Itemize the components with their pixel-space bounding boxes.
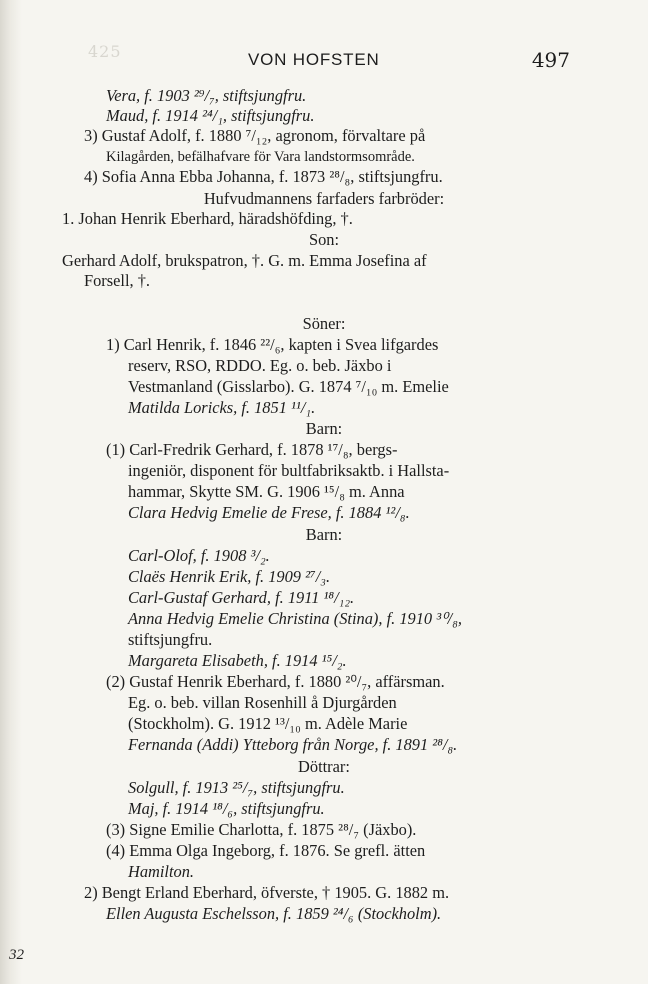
text-line: (2) Gustaf Henrik Eberhard, f. 1880 ²⁰/₇, affärsman.: [106, 672, 445, 691]
text-line: Hamilton.: [128, 862, 195, 881]
signature-mark: 32: [9, 947, 24, 963]
text-line: Fernanda (Addi) Ytteborg från Norge, f. 1891 ²⁸/₈.: [128, 735, 458, 754]
text-line: Maud, f. 1914 ²⁴/₁, stiftsjungfru.: [106, 106, 315, 125]
text-line: ingeniör, disponent för bultfabriksaktb. i Hallsta-: [128, 461, 450, 480]
page-edge-shadow: [0, 0, 22, 984]
text-line: Anna Hedvig Emelie Christina (Stina), f. 1910 ³⁰/₈,: [128, 609, 463, 628]
page-title: VON HOFSTEN: [248, 50, 380, 69]
text-line: Vestmanland (Gisslarbo). G. 1874 ⁷/₁₀ m. Emelie: [128, 377, 449, 396]
text-line: Vera, f. 1903 ²⁹/₇, stiftsjungfru.: [106, 86, 307, 105]
text-line: Ellen Augusta Eschelsson, f. 1859 ²⁴/₆ (Stockholm).: [106, 904, 442, 923]
text-line: Gerhard Adolf, brukspatron, †. G. m. Emma Josefina af: [62, 251, 427, 270]
text-line: 3) Gustaf Adolf, f. 1880 ⁷/₁₂, agronom, förvaltare på: [84, 126, 426, 145]
text-line: 1. Johan Henrik Eberhard, häradshöfding, †.: [62, 209, 353, 228]
text-line: Forsell, †.: [84, 271, 151, 290]
section-heading: Barn:: [305, 419, 343, 438]
running-header: [0, 48, 648, 78]
text-line: 4) Sofia Anna Ebba Johanna, f. 1873 ²⁸/₈, stiftsjungfru.: [84, 167, 443, 186]
text-line: reserv, RSO, RDDO. Eg. o. beb. Jäxbo i: [128, 356, 392, 375]
text-line: Carl-Olof, f. 1908 ³/₂.: [128, 546, 270, 565]
text-line: Claës Henrik Erik, f. 1909 ²⁷/₃.: [128, 567, 331, 586]
section-heading: Hufvudmannens farfaders farbröder:: [203, 189, 445, 208]
section-heading: Döttrar:: [298, 757, 350, 776]
text-line: stiftsjungfru.: [128, 630, 213, 649]
page-number: 497: [531, 48, 570, 72]
text-line: Maj, f. 1914 ¹⁸/₆, stiftsjungfru.: [128, 799, 325, 818]
faded-stamp: 425: [88, 42, 122, 61]
text-line: Margareta Elisabeth, f. 1914 ¹⁵/₂.: [128, 651, 347, 670]
text-line: 1) Carl Henrik, f. 1846 ²²/₆, kapten i Svea lifgardes: [106, 335, 439, 354]
section-heading: Barn:: [305, 525, 343, 544]
text-line: hammar, Skytte SM. G. 1906 ¹⁵/₈ m. Anna: [128, 482, 405, 501]
text-line: 2) Bengt Erland Eberhard, öfverste, † 1905. G. 1882 m.: [84, 883, 450, 902]
text-line: Matilda Loricks, f. 1851 ¹¹/₁.: [128, 398, 316, 417]
text-line: Kilagården, befälhafvare för Vara landstormsområde.: [106, 149, 415, 165]
text-line: (3) Signe Emilie Charlotta, f. 1875 ²⁸/₇ (Jäxbo).: [106, 820, 417, 839]
section-heading: Son:: [308, 230, 340, 249]
text-line: Carl-Gustaf Gerhard, f. 1911 ¹⁸/₁₂.: [128, 588, 355, 607]
text-line: (1) Carl-Fredrik Gerhard, f. 1878 ¹⁷/₈, bergs-: [106, 440, 398, 459]
text-line: Solgull, f. 1913 ²⁵/₇, stiftsjungfru.: [128, 778, 345, 797]
text-line: (4) Emma Olga Ingeborg, f. 1876. Se grefl. ätten: [106, 841, 426, 860]
text-line: Eg. o. beb. villan Rosenhill å Djurgården: [128, 693, 397, 712]
text-line: (Stockholm). G. 1912 ¹³/₁₀ m. Adèle Marie: [128, 714, 408, 733]
section-heading: Söner:: [302, 314, 346, 333]
text-line: Clara Hedvig Emelie de Frese, f. 1884 ¹²/₈.: [128, 503, 410, 522]
